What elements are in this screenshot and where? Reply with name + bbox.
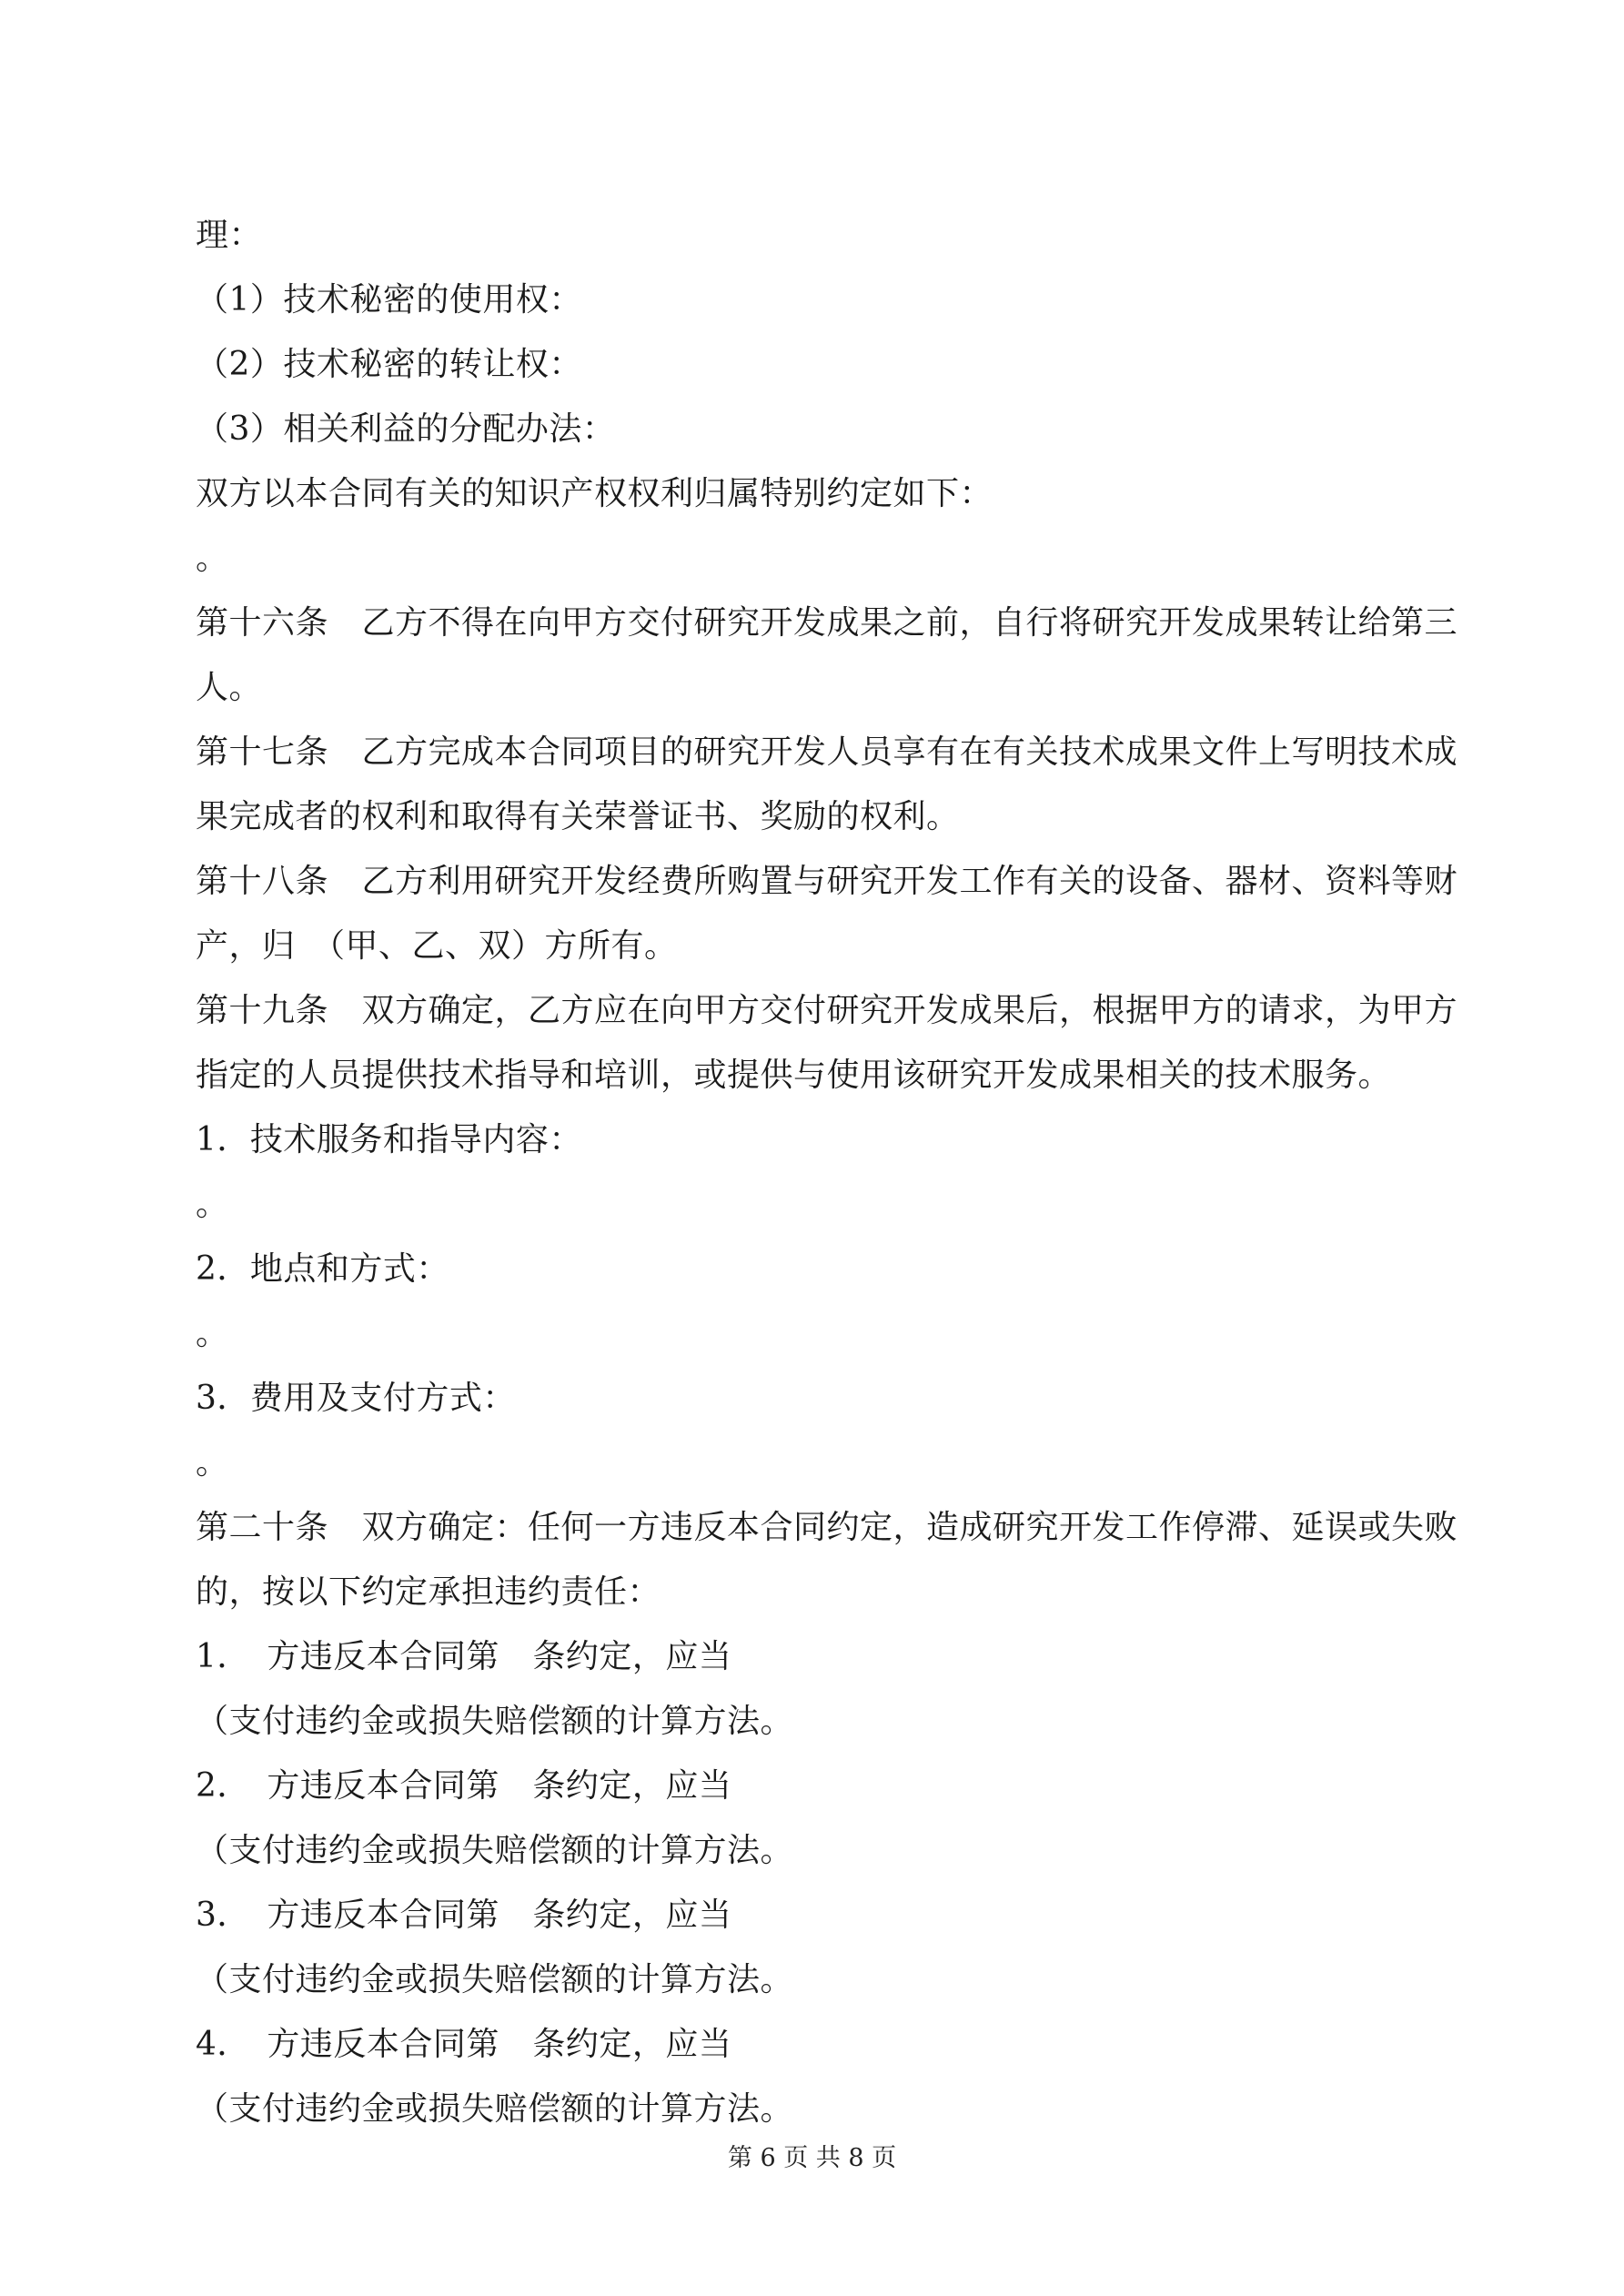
text-line: 4． 方违反本合同第 条约定，应当 (196, 2026, 732, 2063)
text-line: 3．费用及支付方式： (196, 1380, 516, 1417)
article-17: 第十七条 乙方完成本合同项目的研究开发人员享有在有关技术成果文件上写明技术成 (196, 733, 1458, 771)
document-body (196, 203, 1458, 2141)
text-line: 。 (196, 1315, 229, 1352)
text-line: 3． 方违反本合同第 条约定，应当 (196, 1896, 732, 1934)
page-number-footer: 第 6 页 共 8 页 (727, 2144, 897, 2172)
article-19: 第十九条 双方确定，乙方应在向甲方交付研究开发成果后，根据甲方的请求，为甲方 (196, 992, 1458, 1029)
article-18: 第十八条 乙方利用研究开发经费所购置与研究开发工作有关的设备、器材、资料等财 (196, 863, 1458, 900)
text-line: （1）技术秘密的使用权： (196, 281, 582, 319)
text-line: （支付违约金或损失赔偿额的计算方法。 (196, 2090, 794, 2128)
text-line: 双方以本合同有关的知识产权权利归属特别约定如下： (196, 475, 994, 512)
text-line: 。 (196, 540, 229, 577)
text-line: 2．地点和方式： (196, 1250, 449, 1288)
article-20: 第二十条 双方确定：任何一方违反本合同约定，造成研究开发工作停滞、延误或失败 (196, 1509, 1458, 1546)
text-line: 果完成者的权利和取得有关荣誉证书、奖励的权利。 (196, 798, 960, 835)
text-line: 指定的人员提供技术指导和培训，或提供与使用该研究开发成果相关的技术服务。 (196, 1057, 1392, 1094)
text-line: 。 (196, 1186, 229, 1223)
text-line: 1．技术服务和指导内容： (196, 1121, 582, 1158)
text-line: 2． 方违反本合同第 条约定，应当 (196, 1767, 732, 1805)
text-line: （支付违约金或损失赔偿额的计算方法。 (196, 1832, 794, 1869)
text-line: 理： (196, 217, 263, 254)
text-line: 人。 (196, 669, 263, 706)
text-line: （支付违约金或损失赔偿额的计算方法。 (196, 1703, 794, 1740)
text-line: 产，归 （甲、乙、双）方所有。 (196, 927, 678, 965)
text-line: 。 (196, 1444, 229, 1482)
text-line: （2）技术秘密的转让权： (196, 346, 582, 383)
text-line: 的，按以下约定承担违约责任： (196, 1573, 661, 1611)
text-line: 1． 方违反本合同第 条约定，应当 (196, 1638, 732, 1675)
article-16: 第十六条 乙方不得在向甲方交付研究开发成果之前，自行将研究开发成果转让给第三 (196, 604, 1458, 642)
text-line: （3）相关利益的分配办法： (196, 410, 616, 448)
text-line: （支付违约金或损失赔偿额的计算方法。 (196, 1961, 794, 1998)
